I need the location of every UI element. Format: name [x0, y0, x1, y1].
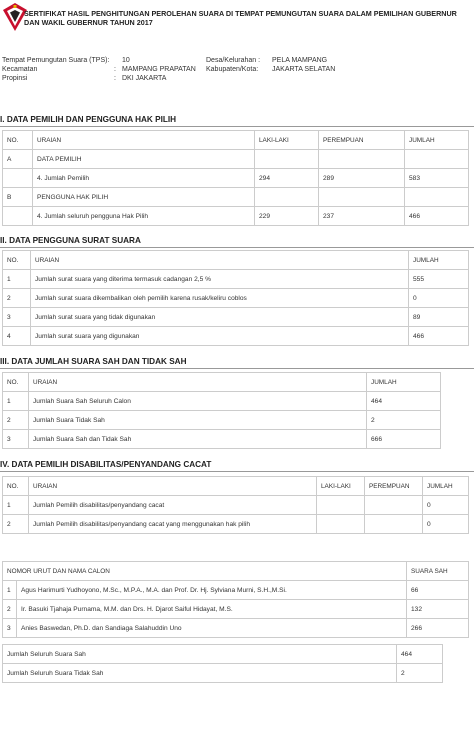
- section3-title: III. DATA JUMLAH SUARA SAH DAN TIDAK SAH: [0, 357, 187, 366]
- col-header-uraian: URAIAN: [29, 373, 367, 392]
- table-row: [3, 270, 469, 289]
- row-jumlah: 666: [367, 430, 441, 449]
- section4-rule: [0, 471, 474, 472]
- candidate-name: Agus Harimurti Yudhoyono, M.Sc., M.P.A., M.A. dan Prof. Dr. Hj. Sylviana Murni, S.H.,M.Si.: [17, 581, 407, 600]
- candidate-no: 1: [3, 581, 17, 600]
- propinsi-value: DKI JAKARTA: [122, 75, 167, 82]
- table-header-row: [3, 251, 469, 270]
- col-header-calon: NOMOR URUT DAN NAMA CALON: [3, 562, 407, 581]
- desa-value: PELA MAMPANG: [272, 57, 328, 64]
- table-row: [3, 664, 443, 683]
- table-row: [3, 600, 469, 619]
- candidate-votes: 66: [407, 581, 469, 600]
- table-row: [3, 581, 469, 600]
- candidate-no: 2: [3, 600, 17, 619]
- row-jumlah: 0: [423, 515, 469, 534]
- kecamatan-label: Kecamatan: [2, 66, 38, 73]
- section4-title: IV. DATA PEMILIH DISABILITAS/PENYANDANG CACAT: [0, 460, 212, 469]
- row-uraian: Jumlah Suara Tidak Sah: [29, 411, 367, 430]
- row-jumlah: 464: [367, 392, 441, 411]
- group-a-no: A: [3, 150, 33, 169]
- table-row: [3, 289, 469, 308]
- row-jumlah: 466: [409, 327, 469, 346]
- row-uraian: Jumlah Pemilih disabilitas/penyandang cacat: [29, 496, 317, 515]
- col-header-jumlah: JUMLAH: [409, 251, 469, 270]
- table-row: [3, 392, 441, 411]
- document-title: SERTIFIKAT HASIL PENGHITUNGAN PEROLEHAN SUARA DI TEMPAT PEMUNGUTAN SUARA DALAM PEMILIHAN GUBERNUR DAN WAKIL GUBERNUR TAHUN 2017: [24, 9, 457, 27]
- candidate-name: Ir. Basuki Tjahaja Purnama, M.M. dan Drs. H. Djarot Saiful Hidayat, M.S.: [17, 600, 407, 619]
- tps-label: Tempat Pemungutan Suara (TPS):: [2, 57, 110, 64]
- total-sah-value: 464: [397, 645, 443, 664]
- propinsi-colon: :: [114, 75, 116, 82]
- col-header-no: NO.: [3, 251, 31, 270]
- section3-rule: [0, 368, 474, 369]
- col-header-uraian: URAIAN: [31, 251, 409, 270]
- table-header-row: [3, 131, 469, 150]
- col-header-laki: LAKI-LAKI: [317, 477, 365, 496]
- table-row: [3, 411, 441, 430]
- table-header-row: [3, 477, 469, 496]
- kabupaten-label: Kabupaten/Kota:: [206, 66, 259, 73]
- col-header-jumlah: JUMLAH: [405, 131, 469, 150]
- row-no: 3: [3, 308, 31, 327]
- totals-table: [2, 644, 443, 683]
- table-row: [3, 430, 441, 449]
- table-header-row: [3, 562, 469, 581]
- table-row: [3, 207, 469, 226]
- kecamatan-colon: :: [114, 66, 116, 73]
- section2-title: II. DATA PENGGUNA SURAT SUARA: [0, 236, 141, 245]
- group-a-label: DATA PEMILIH: [33, 150, 255, 169]
- section1-rule: [0, 126, 474, 127]
- candidate-name: Anies Baswedan, Ph.D. dan Sandiaga Salahuddin Uno: [17, 619, 407, 638]
- table-row: [3, 169, 469, 188]
- row-no: 1: [3, 270, 31, 289]
- row-uraian: Jumlah surat suara dikembalikan oleh pemilih karena rusak/keliru coblos: [31, 289, 409, 308]
- row-uraian: Jumlah Pemilih disabilitas/penyandang cacat yang menggunakan hak pilih: [29, 515, 317, 534]
- row-no: 2: [3, 289, 31, 308]
- table-row: [3, 150, 469, 169]
- section2-table: [2, 250, 469, 346]
- table-row: [3, 327, 469, 346]
- propinsi-label: Propinsi: [2, 75, 28, 82]
- col-header-laki: LAKI-LAKI: [255, 131, 319, 150]
- row-no: 1: [3, 392, 29, 411]
- group-b-jumlah: 466: [405, 207, 469, 226]
- col-header-uraian: URAIAN: [33, 131, 255, 150]
- section3-table: [2, 372, 441, 449]
- table-row: [3, 619, 469, 638]
- col-header-no: NO.: [3, 373, 29, 392]
- tps-value: 10: [122, 57, 130, 64]
- group-a-laki: 294: [255, 169, 319, 188]
- table-row: [3, 515, 469, 534]
- kecamatan-value: MAMPANG PRAPATAN: [122, 66, 196, 73]
- group-b-no: B: [3, 188, 33, 207]
- col-header-perempuan: PEREMPUAN: [365, 477, 423, 496]
- row-jumlah: 2: [367, 411, 441, 430]
- candidate-votes: 132: [407, 600, 469, 619]
- table-row: [3, 496, 469, 515]
- desa-label: Desa/Kelurahan :: [206, 57, 261, 64]
- table-row: [3, 308, 469, 327]
- table-header-row: [3, 373, 441, 392]
- table-row: [3, 188, 469, 207]
- group-b-laki: 229: [255, 207, 319, 226]
- group-a-item: 4. Jumlah Pemilih: [33, 169, 255, 188]
- row-no: 2: [3, 515, 29, 534]
- row-no: 4: [3, 327, 31, 346]
- col-header-jumlah: JUMLAH: [423, 477, 469, 496]
- col-header-jumlah: JUMLAH: [367, 373, 441, 392]
- kabupaten-value: JAKARTA SELATAN: [272, 66, 336, 73]
- total-sah-label: Jumlah Seluruh Suara Sah: [3, 645, 397, 664]
- row-jumlah: 89: [409, 308, 469, 327]
- group-a-perempuan: 289: [319, 169, 405, 188]
- section1-title: I. DATA PEMILIH DAN PENGGUNA HAK PILIH: [0, 115, 177, 124]
- group-b-label: PENGGUNA HAK PILIH: [33, 188, 255, 207]
- group-b-perempuan: 237: [319, 207, 405, 226]
- row-uraian: Jumlah surat suara yang diterima termasuk cadangan 2,5 %: [31, 270, 409, 289]
- row-jumlah: 0: [409, 289, 469, 308]
- candidates-table: [2, 561, 469, 638]
- total-tidak-sah-value: 2: [397, 664, 443, 683]
- col-header-suara-sah: SUARA SAH: [407, 562, 469, 581]
- col-header-uraian: URAIAN: [29, 477, 317, 496]
- row-uraian: Jumlah Suara Sah Seluruh Calon: [29, 392, 367, 411]
- table-row: [3, 645, 443, 664]
- candidate-votes: 266: [407, 619, 469, 638]
- section1-table: [2, 130, 469, 226]
- row-uraian: Jumlah Suara Sah dan Tidak Sah: [29, 430, 367, 449]
- row-jumlah: 0: [423, 496, 469, 515]
- row-uraian: Jumlah surat suara yang digunakan: [31, 327, 409, 346]
- row-no: 1: [3, 496, 29, 515]
- row-no: 3: [3, 430, 29, 449]
- col-header-no: NO.: [3, 131, 33, 150]
- col-header-no: NO.: [3, 477, 29, 496]
- section2-rule: [0, 247, 474, 248]
- row-uraian: Jumlah surat suara yang tidak digunakan: [31, 308, 409, 327]
- section4-table: [2, 476, 469, 534]
- col-header-perempuan: PEREMPUAN: [319, 131, 405, 150]
- total-tidak-sah-label: Jumlah Seluruh Suara Tidak Sah: [3, 664, 397, 683]
- candidate-no: 3: [3, 619, 17, 638]
- row-jumlah: 555: [409, 270, 469, 289]
- group-a-jumlah: 583: [405, 169, 469, 188]
- group-b-item: 4. Jumlah seluruh pengguna Hak Pilih: [33, 207, 255, 226]
- row-no: 2: [3, 411, 29, 430]
